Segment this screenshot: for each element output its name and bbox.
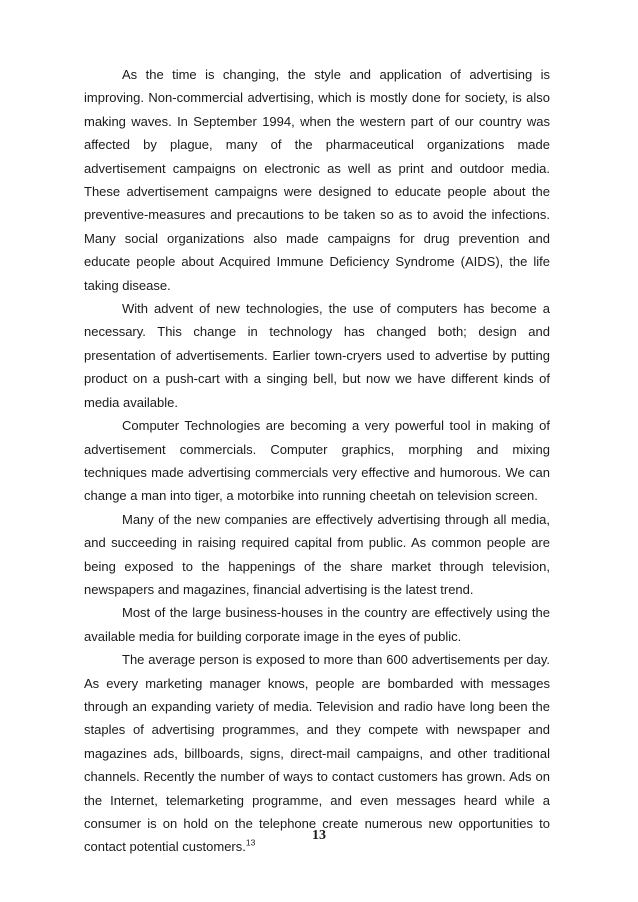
- footnote-reference: 13: [245, 838, 256, 849]
- paragraph-6-text: The average person is exposed to more than 600 advertisements per day. As every marketing manager knows, people are bombarded with messages through an expanding variety of media. Television and radio have long been the staples of advertising programmes, and they compete with newspaper and magazines ads, billboards, signs, direct-mail campaigns, and other traditional channels. Recently the number of ways to contact customers has grown. Ads on the Internet, telemarketing programme, and even messages heard while a consumer is on hold on the telephone create numerous new opportunities to contact potential customers.: [84, 652, 550, 855]
- paragraph-2: With advent of new technologies, the use of computers has become a necessary. This change in technology has changed both; design and presentation of advertisements. Earlier town-cryers used to advertise by putting product on a push-cart with a singing bell, but now we have different kinds of media available.: [84, 301, 550, 410]
- paragraph-5: Most of the large business-houses in the country are effectively using the available media for building corporate image in the eyes of public.: [84, 605, 550, 644]
- page-number: 13: [312, 828, 326, 843]
- paragraph-4: Many of the new companies are effectively advertising through all media, and succeeding in raising required capital from public. As common people are being exposed to the happenings of the share market through television, newspapers and magazines, financial advertising is the latest trend.: [84, 511, 550, 597]
- paragraph-1: As the time is changing, the style and application of advertising is improving. Non-commercial advertising, which is mostly done for society, is also making waves. In September 1994, when the western part of our country was affected by plague, many of the pharmaceutical organizations made advertisement campaigns on electronic as well as print and outdoor media. These advertisement campaigns were designed to educate people about the preventive-measures and precautions to be taken so as to avoid the infections. Many social organizations also made campaigns for drug prevention and educate people about Acquired Immune Deficiency Syndrome (AIDS), the life taking disease.: [84, 67, 550, 293]
- paragraph-3: Computer Technologies are becoming a very powerful tool in making of advertisement commercials. Computer graphics, morphing and mixing techniques made advertising commercials very effective and humorous. We can change a man into tiger, a motorbike into running cheetah on television screen.: [84, 418, 550, 504]
- body-text: [84, 63, 550, 859]
